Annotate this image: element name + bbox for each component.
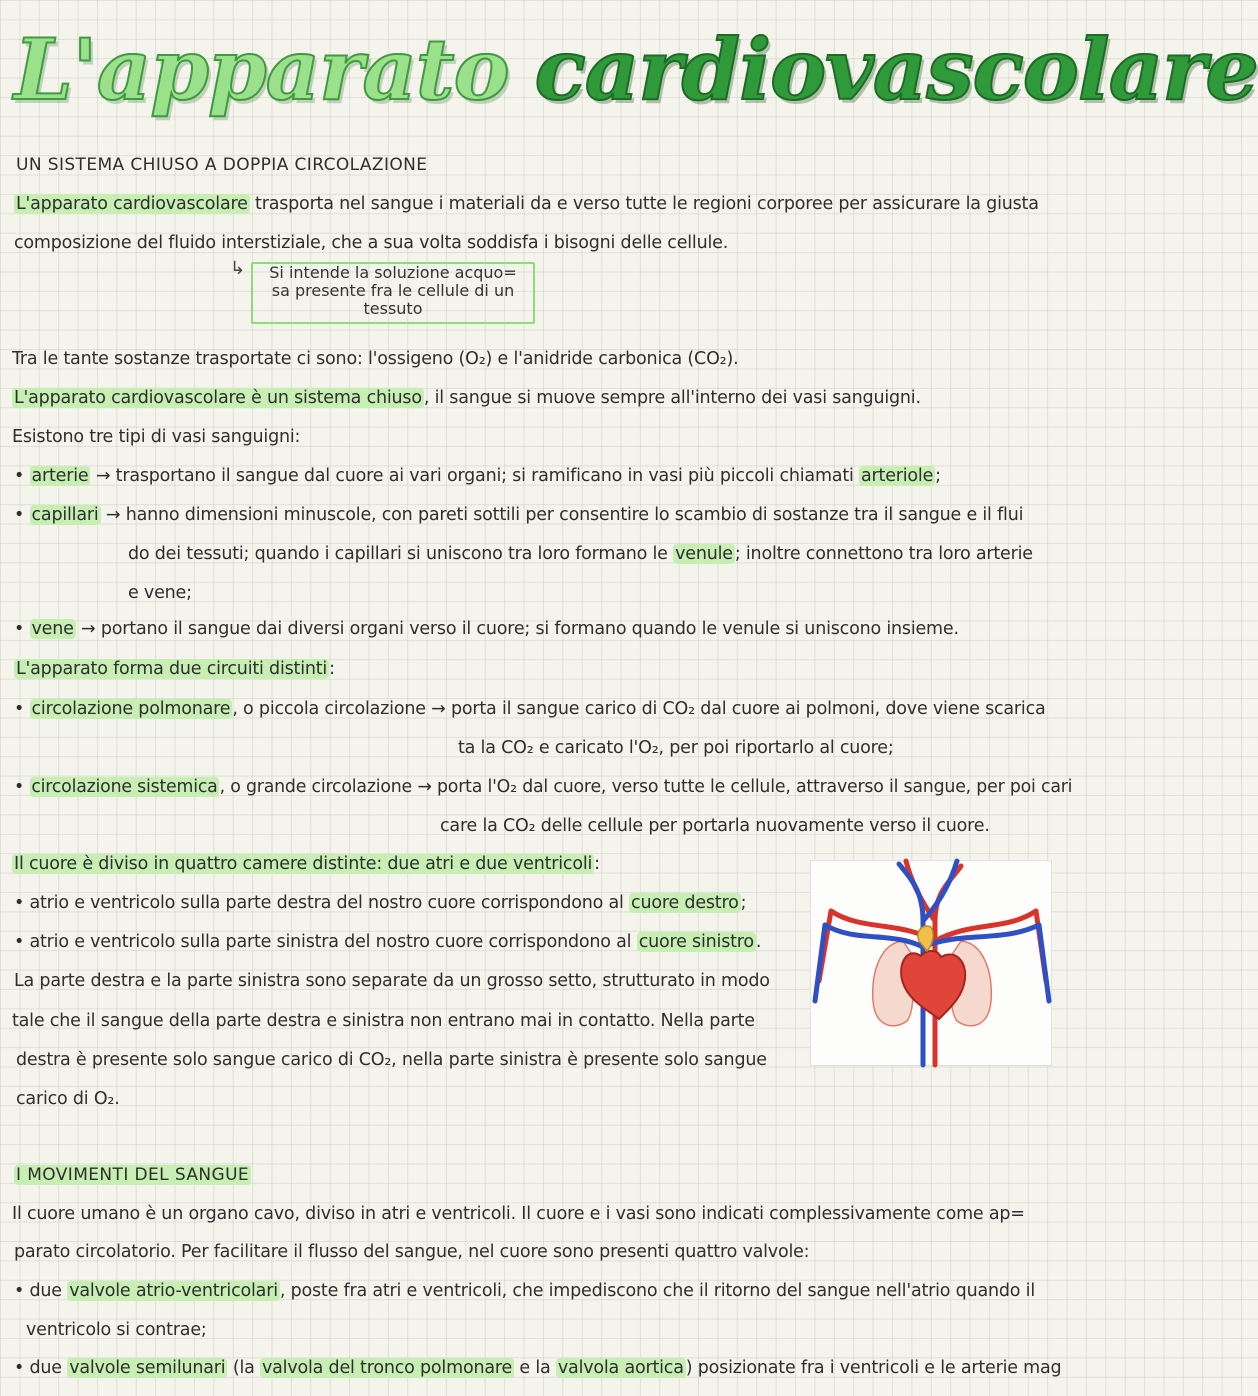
list-item-cuore-destro: • atrio e ventricolo sulla parte destra del nostro cuore corrispondono al cuore destro ; bbox=[14, 893, 747, 913]
paragraph-septum-line4: carico di O₂. bbox=[16, 1089, 120, 1109]
paragraph-septum-line1: La parte destra e la parte sinistra sono separate da un grosso setto, strutturato in modo bbox=[14, 971, 770, 991]
list-item-capillari-line2: do dei tessuti; quando i capillari si uniscono tra loro formano le venule ; inoltre connettono tra loro arterie bbox=[128, 544, 1033, 564]
paragraph-septum-line2: tale che il sangue della parte destra e sinistra non entrano mai in contatto. Nella parte bbox=[12, 1011, 755, 1031]
list-item-arterie: • arterie → trasportano il sangue dal cuore ai vari organi; si ramificano in vasi più piccoli chiamati arteriole ; bbox=[14, 466, 941, 486]
paragraph-intro-line1: L'apparato cardiovascolare trasporta nel sangue i materiali da e verso tutte le regioni corporee per assicurare la giusta bbox=[16, 194, 1039, 214]
list-item-circolazione-sistemica-line2: care la CO₂ delle cellule per portarla nuovamente verso il cuore. bbox=[440, 816, 990, 836]
interstitial-fluid-note: Si intende la soluzione acquo= sa presente fra le cellule di un tessuto bbox=[251, 262, 535, 324]
paragraph-circuits: L'apparato forma due circuiti distinti : bbox=[16, 659, 335, 679]
note-arrow-icon: ↳ bbox=[230, 258, 246, 279]
list-item-circolazione-sistemica: • circolazione sistemica , o grande circolazione → porta l'O₂ dal cuore, verso tutte le cellule, attraverso il sangue, per poi cari bbox=[14, 777, 1073, 797]
page-title bbox=[14, 10, 1258, 140]
paragraph-vessel-types: Esistono tre tipi di vasi sanguigni: bbox=[12, 427, 301, 447]
heart-circulation-illustration-icon bbox=[810, 860, 1052, 1066]
section-heading-movimenti: I MOVIMENTI DEL SANGUE bbox=[16, 1165, 250, 1185]
paragraph-closed-system: L'apparato cardiovascolare è un sistema chiuso , il sangue si muove sempre all'interno dei vasi sanguigni. bbox=[14, 388, 921, 408]
list-item-valvole-semilunari: • due valvole semilunari (la valvola del tronco polmonare e la valvola aortica ) posizionate fra i ventricoli e le arterie mag bbox=[14, 1358, 1062, 1378]
paragraph-hollow-organ-line1: Il cuore umano è un organo cavo, diviso in atri e ventricoli. Il cuore e i vasi sono indicati complessivamente come ap= bbox=[12, 1204, 1025, 1224]
list-item-capillari: • capillari → hanno dimensioni minuscole, con pareti sottili per consentire lo scambio di sostanze tra il sangue e il flui bbox=[14, 505, 1024, 525]
section-heading-sistema: UN SISTEMA CHIUSO A DOPPIA CIRCOLAZIONE bbox=[16, 155, 428, 175]
list-item-valvole-atrio-ventricolari-line2: ventricolo si contrae; bbox=[26, 1320, 207, 1340]
list-item-vene: • vene → portano il sangue dai diversi organi verso il cuore; si formano quando le venule si uniscono insieme. bbox=[14, 619, 959, 639]
paragraph-intro-line2: composizione del fluido interstiziale, che a sua volta soddisfa i bisogni delle cellule. bbox=[14, 233, 729, 253]
list-item-capillari-line3: e vene; bbox=[128, 583, 192, 603]
list-item-circolazione-polmonare: • circolazione polmonare , o piccola circolazione → porta il sangue carico di CO₂ dal cuore ai polmoni, dove viene scarica bbox=[14, 699, 1046, 719]
list-item-valvole-atrio-ventricolari: • due valvole atrio-ventricolari , poste fra atri e ventricoli, che impediscono che il ritorno del sangue nell'atrio quando il bbox=[14, 1281, 1035, 1301]
title-word-2: cardiovascolare bbox=[534, 20, 1258, 119]
paragraph-hollow-organ-line2: parato circolatorio. Per facilitare il flusso del sangue, nel cuore sono presenti quattro valvole: bbox=[14, 1242, 810, 1262]
list-item-cuore-sinistro: • atrio e ventricolo sulla parte sinistra del nostro cuore corrispondono al cuore sinistro . bbox=[14, 932, 762, 952]
title-word-1: L'apparato bbox=[14, 20, 509, 119]
paragraph-substances: Tra le tante sostanze trasportate ci sono: l'ossigeno (O₂) e l'anidride carbonica (CO₂). bbox=[12, 349, 739, 369]
paragraph-septum-line3: destra è presente solo sangue carico di CO₂, nella parte sinistra è presente solo sangue bbox=[16, 1050, 767, 1070]
list-item-circolazione-polmonare-line2: ta la CO₂ e caricato l'O₂, per poi riportarlo al cuore; bbox=[458, 738, 894, 758]
paragraph-heart-chambers: Il cuore è diviso in quattro camere distinte: due atri e due ventricoli : bbox=[14, 854, 600, 874]
